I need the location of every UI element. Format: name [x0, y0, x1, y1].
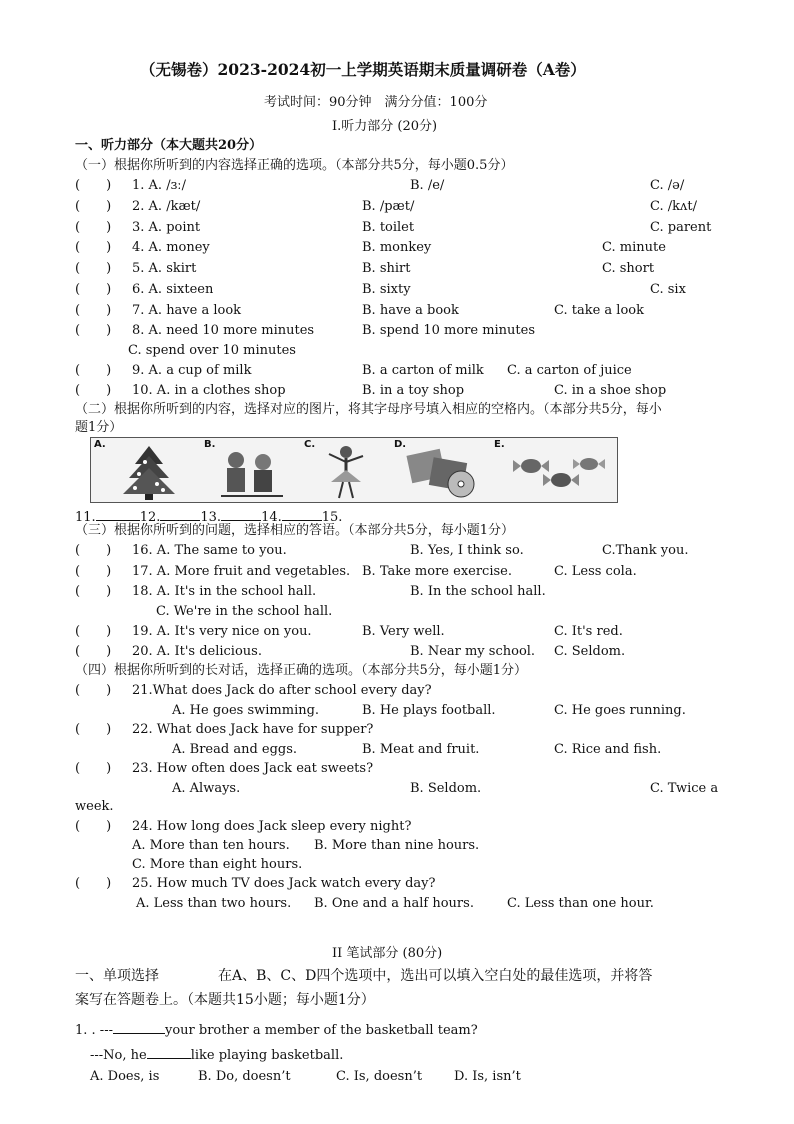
- q19-option-b: B. Very well.: [362, 624, 445, 639]
- q3-option-a: 3. A. point: [132, 220, 201, 235]
- q9-option-a: 9. A. a cup of milk: [132, 363, 252, 378]
- q20-option-a: 20. A. It's delicious.: [132, 644, 262, 659]
- q7-option-b: B. have a book: [362, 303, 459, 318]
- q8-option-b: B. spend 10 more minutes: [362, 323, 536, 338]
- q25-option-a: A. Less than two hours.: [136, 896, 292, 911]
- q22-question: 22. What does Jack have for supper?: [132, 722, 374, 737]
- mc-q1-blank2[interactable]: [147, 1045, 191, 1059]
- blank-13-label: 13.: [200, 510, 222, 525]
- q10-option-b: B. in a toy shop: [362, 383, 465, 398]
- answer-paren: ( ): [75, 282, 112, 297]
- q9-option-b: B. a carton of milk: [362, 363, 484, 378]
- mc-q1-prefix: 1. . ---: [75, 1023, 113, 1038]
- picture-e-label: E.: [494, 439, 505, 450]
- answer-paren: ( ): [75, 199, 112, 214]
- part2-title: II 笔试部分 (80分): [332, 946, 443, 961]
- q20-option-b: B. Near my school.: [410, 644, 536, 659]
- q7-option-a: 7. A. have a look: [132, 303, 242, 318]
- mc-q1-reply-text: like playing basketball.: [190, 1048, 344, 1063]
- mc-q1-blank1[interactable]: [113, 1020, 165, 1034]
- q4-option-c: C. minute: [602, 240, 666, 255]
- picture-c: [301, 438, 391, 502]
- q23-option-c: C. Twice a: [650, 781, 719, 796]
- q24-option-b: B. More than nine hours.: [314, 838, 480, 853]
- blank-11-label: 11.: [75, 510, 96, 525]
- q19-option-c: C. It's red.: [554, 624, 623, 639]
- answer-paren: ( ): [75, 564, 112, 579]
- sub3-instruction: （三）根据你所听到的问题，选择相应的答语。（本部分共5分，每小题1分）: [75, 523, 515, 538]
- answer-paren: ( ): [75, 543, 112, 558]
- answer-paren: ( ): [75, 323, 112, 338]
- q1-option-c: C. /ə/: [650, 178, 685, 193]
- picture-d-label: D.: [394, 439, 407, 450]
- q1-option-a: 1. A. /ɜː/: [132, 178, 186, 193]
- exam-title: （无锡卷）2023-2024初一上学期英语期末质量调研卷（A卷）: [140, 60, 586, 79]
- answer-paren: ( ): [75, 383, 112, 398]
- q23-option-c-cont: week.: [75, 799, 114, 814]
- q24-option-c: C. More than eight hours.: [132, 857, 303, 872]
- sub4-instruction: （四）根据你所听到的长对话，选择正确的选项。（本部分共5分，每小题1分）: [75, 663, 528, 678]
- mc-q1-line2: [90, 1045, 343, 1064]
- q25-question: 25. How much TV does Jack watch every day?: [132, 876, 436, 891]
- sub2-instruction-line1: （二）根据你所听到的内容，选择对应的图片，将其字母序号填入相应的空格内。（本部分共5分，每小: [75, 402, 662, 417]
- q4-option-b: B. monkey: [362, 240, 432, 255]
- blank-11[interactable]: [96, 507, 140, 521]
- children-icon: [201, 438, 301, 502]
- q16-option-b: B. Yes, I think so.: [410, 543, 524, 558]
- blank-13[interactable]: [221, 507, 261, 521]
- answer-paren: ( ): [75, 876, 112, 891]
- picture-e: [491, 438, 617, 502]
- q22-option-a: A. Bread and eggs.: [172, 742, 298, 757]
- q19-option-a: 19. A. It's very nice on you.: [132, 624, 312, 639]
- picture-d: [391, 438, 491, 502]
- picture-c-label: C.: [304, 439, 316, 450]
- picture-a-label: A.: [94, 439, 106, 450]
- section1-heading: 一、听力部分（本大题共20分）: [75, 138, 263, 153]
- q10-option-a: 10. A. in a clothes shop: [132, 383, 286, 398]
- answer-paren: ( ): [75, 624, 112, 639]
- q25-option-b: B. One and a half hours.: [314, 896, 474, 911]
- q25-option-c: C. Less than one hour.: [507, 896, 654, 911]
- mc-q1-option-c: C. Is, doesn’t: [336, 1069, 423, 1084]
- q21-option-b: B. He plays football.: [362, 703, 496, 718]
- q17-option-b: B. Take more exercise.: [362, 564, 512, 579]
- q22-option-c: C. Rice and fish.: [554, 742, 662, 757]
- answer-paren: ( ): [75, 363, 112, 378]
- q21-question: 21.What does Jack do after school every day?: [132, 683, 432, 698]
- answer-paren: ( ): [75, 761, 112, 776]
- sub1-instruction: （一）根据你所听到的内容选择正确的选项。（本部分共5分，每小题0.5分）: [75, 158, 514, 173]
- picture-b: [201, 438, 301, 502]
- answer-paren: ( ): [75, 644, 112, 659]
- q10-option-c: C. in a shoe shop: [554, 383, 667, 398]
- answer-paren: ( ): [75, 819, 112, 834]
- q21-option-a: A. He goes swimming.: [172, 703, 320, 718]
- q16-option-a: 16. A. The same to you.: [132, 543, 287, 558]
- answer-paren: ( ): [75, 722, 112, 737]
- blank-12[interactable]: [160, 507, 200, 521]
- q5-option-c: C. short: [602, 261, 655, 276]
- part2-heading-line2: 案写在答题卷上。（本题共15小题；每小题1分）: [75, 992, 375, 1008]
- part1-title: I.听力部分 (20分): [332, 119, 438, 134]
- q21-option-c: C. He goes running.: [554, 703, 686, 718]
- q9-option-c: C. a carton of juice: [507, 363, 632, 378]
- q2-option-a: 2. A. /kæt/: [132, 199, 201, 214]
- answer-paren: ( ): [75, 240, 112, 255]
- q23-question: 23. How often does Jack eat sweets?: [132, 761, 374, 776]
- mc-q1-line1: [75, 1020, 478, 1039]
- q3-option-b: B. toilet: [362, 220, 415, 235]
- q5-option-a: 5. A. skirt: [132, 261, 197, 276]
- q18-option-a: 18. A. It's in the school hall.: [132, 584, 317, 599]
- exam-info: 考试时间：90分钟 满分分值：100分: [264, 95, 488, 110]
- candy-icon: [491, 438, 617, 502]
- blank-15-label: 15.: [321, 510, 343, 525]
- picture-a: [91, 438, 201, 502]
- christmas-tree-icon: [91, 438, 201, 502]
- q2-option-c: C. /kʌt/: [650, 199, 697, 214]
- sub2-instruction-line2: 题1分）: [75, 420, 123, 435]
- q5-option-b: B. shirt: [362, 261, 411, 276]
- answer-paren: ( ): [75, 178, 112, 193]
- q24-option-a: A. More than ten hours.: [132, 838, 290, 853]
- q17-option-a: 17. A. More fruit and vegetables.: [132, 564, 351, 579]
- q20-option-c: C. Seldom.: [554, 644, 626, 659]
- q8-option-a: 8. A. need 10 more minutes: [132, 323, 315, 338]
- q3-option-c: C. parent: [650, 220, 712, 235]
- blank-12-label: 12.: [139, 510, 161, 525]
- mc-q1-option-a: A. Does, is: [90, 1069, 160, 1084]
- q16-option-c: C.Thank you.: [602, 543, 689, 558]
- q22-option-b: B. Meat and fruit.: [362, 742, 480, 757]
- mc-q1-reply-prefix: ---No, he: [90, 1048, 147, 1063]
- answer-paren: ( ): [75, 584, 112, 599]
- mc-q1-text: your brother a member of the basketball team?: [164, 1023, 478, 1038]
- q4-option-a: 4. A. money: [132, 240, 210, 255]
- q23-option-a: A. Always.: [172, 781, 241, 796]
- q2-option-b: B. /pæt/: [362, 199, 415, 214]
- part2-heading-label: 一、单项选择: [75, 968, 159, 984]
- picture-strip: [90, 437, 618, 503]
- blank-14-label: 14.: [261, 510, 282, 525]
- q7-option-c: C. take a look: [554, 303, 644, 318]
- q6-option-c: C. six: [650, 282, 686, 297]
- q6-option-a: 6. A. sixteen: [132, 282, 214, 297]
- part2-heading-instruction: 在A、B、C、D四个选项中，选出可以填入空白处的最佳选项，并将答: [218, 968, 653, 984]
- q18-option-b: B. In the school hall.: [410, 584, 546, 599]
- answer-paren: ( ): [75, 303, 112, 318]
- picture-b-label: B.: [204, 439, 216, 450]
- q8-option-c: C. spend over 10 minutes: [128, 343, 296, 358]
- answer-paren: ( ): [75, 220, 112, 235]
- q1-option-b: B. /e/: [410, 178, 445, 193]
- q18-option-c: C. We're in the school hall.: [156, 604, 333, 619]
- q17-option-c: C. Less cola.: [554, 564, 637, 579]
- q23-option-b: B. Seldom.: [410, 781, 482, 796]
- q24-question: 24. How long does Jack sleep every night?: [132, 819, 412, 834]
- answer-paren: ( ): [75, 683, 112, 698]
- mc-q1-option-d: D. Is, isn’t: [454, 1069, 521, 1084]
- blank-14[interactable]: [282, 507, 322, 521]
- mc-q1-option-b: B. Do, doesn’t: [198, 1069, 291, 1084]
- q6-option-b: B. sixty: [362, 282, 411, 297]
- answer-paren: ( ): [75, 261, 112, 276]
